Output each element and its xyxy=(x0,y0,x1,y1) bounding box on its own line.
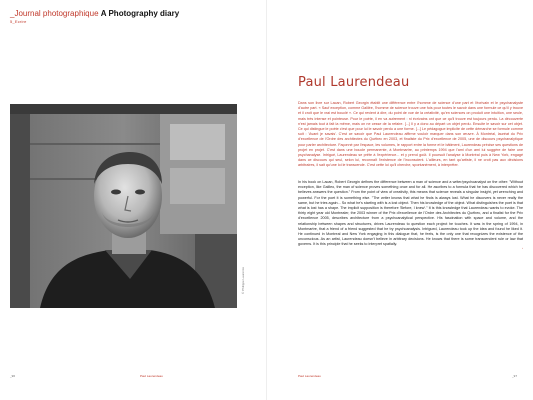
photo-credit: © Philippe Laurence xyxy=(241,266,245,294)
continuation-mark: ‹ xyxy=(522,246,523,250)
header-title-fr: Journal photographique xyxy=(14,9,99,18)
portrait-photo xyxy=(10,104,237,308)
header-prefix: _ xyxy=(10,9,15,18)
right-footer-author: Paul Laurendeau xyxy=(298,374,321,378)
article-title: Paul Laurendeau xyxy=(298,75,410,90)
english-body-text: In his book on Lacan, Robert Georgin defines the difference between a man of science and a writer/psychoanalyst on the other: "Without exception, like Galileo, the man of science proves something once and for all. He ascribes to a formula that he has discovered which he believes answers the question." From the point of view of creativity, this means that science reveals a singular insight, yet wrenching and powerful. For the poet it is something else. "The writer knows that what he finds is always lost. What he discovers is never really the same, but he tries again... So what he's starting with is a lost object. Then his knowledge of the object. What distinguishes the poet is that what is lost has a shape. The implicit supposition is therefore 'Before, I knew'." It is this knowledge that Laurendeau wants to evoke. The thirty eight year old Montrealer, the 2003 winner of the Prix d'excellence de l'Ordre des Architectes du Québec, and a finalist for the Prix d'excellence 2005, describes architecture from a psychoanalytical perspective. His fascination with space and volume, and the relationship between shapes and structures, drives Laurendeau to question each project he touches. It was in the spring of 1994, in Montmartre, that a friend of a friend suggested that he try psychoanalysis. Intrigued, Laurendeau took up the idea and found he liked it. He continued in Montreal and New York engaging in this dialogue that, he feels, is the only one that recognizes the existence of the unconscious. As an artist, Laurendeau doesn't believe in arbitrary decisions. He knows that there is some transcendent rule or law that governs. It is this principle that he seeks to interpret spatially. xyxy=(298,180,523,247)
header-title-en: A Photography diary xyxy=(100,9,180,18)
left-footer-author: Paul Laurendeau xyxy=(140,374,163,378)
page-gutter xyxy=(266,0,267,400)
journal-header xyxy=(10,9,179,18)
section-label: 5_Ecrire xyxy=(10,19,27,24)
portrait-illustration xyxy=(10,104,237,308)
right-page-number: _97 xyxy=(512,374,518,378)
left-page-number: _96 xyxy=(10,374,16,378)
french-body-text: Dans son livre sur Lacan, Robert Georgin établit une différence entre l'homme de science d'une part et l'écrivain et le psychanalyste d'autre part. « Sauf exception, comme Galilée, l'homme de science trouve une fois pour toutes le savoir dans une formule ce qu'il y trouve et il croit que le vrai est bouclé ». Ce qui revient à dire, du point de vue de la créativité, qu'en sciences on produit une intuition, une seule, mais très intense et pointeuse. Pour le poète, il en va autrement : ni écrivains ont que ce qu'il trouve est toujours perdu. La découverte n'est jamais tout à fait la même, mais on ne cesse de la refaire. [...] Il y a donc au départ un objet perdu. Ensuite le savoir sur cet objet. Ce qui distingue le poète c'est que pour lui le savoir perdu a une forme. [...] Le pédagogue implicite de cette démarche se formule comme suit : 'Avant je savais'. C'est ce savoir que Paul Laurendeau affirme vouloir marquer dans son œuvre. À Montréal, lauréat du Prix d'excellence de l'Ordre des architectes du Québec en 2003, et finaliste du Prix d'excellence de 2005, une de discours psychanalytique pour parler architecture. Façonné par l'espace, les volumes, le rapport entre la forme et le bâtiment, Laurendeau précise ses questions de projet en projet. C'est dans une boucle permanente, à Montmartre, au printemps 1994 que l'ami d'un ami lui suggère de faire une psychanalyse. Intrigué, Laurendeau se prête à l'expérience... et y prend goût. Il poursuit l'analyse à Montréal puis à New York, engagé dans ce discours qui seul, selon lui, reconnaît l'existence de l'inconscient. L'ailleurs, en tant qu'artiste, il ne croit pas aux décisions arbitraires, il sait qu'une loi le transcende. C'est cette loi qu'il cherche, spontanément, à interpréter. xyxy=(298,101,523,168)
